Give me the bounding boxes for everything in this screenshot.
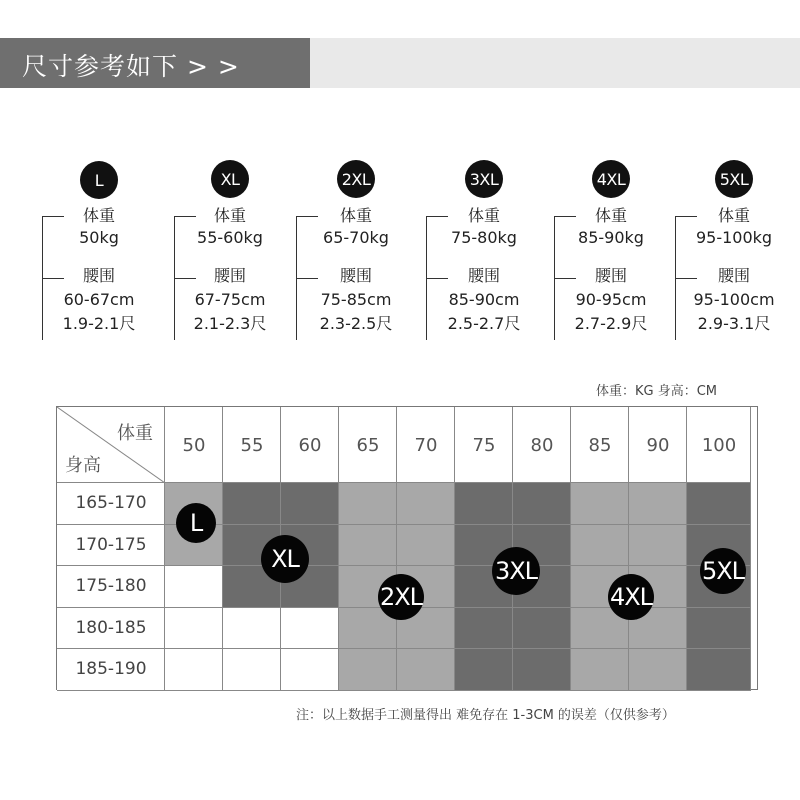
waist-cm-value: 67-75cm <box>194 290 266 309</box>
waist-chi-value: 2.7-2.9尺 <box>574 314 648 333</box>
weight-header-90: 90 <box>646 435 670 456</box>
weight-label: 体重 <box>213 206 246 225</box>
height-header-165-170: 165-170 <box>75 493 147 513</box>
corner-height-label: 身高 <box>65 455 101 476</box>
chart-badge-5xl: 5XL <box>700 548 746 594</box>
banner-title: 尺寸参考如下 > > <box>22 52 240 81</box>
weight-value: 65-70kg <box>323 228 389 247</box>
size-cell <box>165 608 223 650</box>
waist-cm-value: 60-67cm <box>63 290 135 309</box>
size-cell <box>223 483 281 525</box>
size-cell <box>571 525 629 567</box>
size-cell <box>571 649 629 691</box>
waist-cm-value: 90-95cm <box>575 290 647 309</box>
weight-label: 体重 <box>82 206 115 225</box>
weight-header-60: 60 <box>298 435 322 456</box>
size-cell <box>281 608 339 650</box>
waist-chi-value: 2.1-2.3尺 <box>193 314 267 333</box>
waist-chi-value: 1.9-2.1尺 <box>62 314 136 333</box>
weight-header-55: 55 <box>240 435 264 456</box>
size-cell <box>571 483 629 525</box>
units-label: 体重：KG 身高：CM <box>596 384 718 399</box>
weight-header-85: 85 <box>588 435 612 456</box>
size-badge-5xl: 5XL <box>715 160 753 198</box>
size-cell <box>281 649 339 691</box>
weight-header-75: 75 <box>472 435 496 456</box>
size-cell <box>687 483 751 525</box>
corner-weight-label: 体重 <box>117 423 153 444</box>
weight-value: 85-90kg <box>578 228 644 247</box>
footnote: 注：以上数据手工测量得出 难免存在 1-3CM 的误差（仅供参考） <box>296 708 675 723</box>
weight-value: 50kg <box>79 228 119 247</box>
chart-badge-2xl: 2XL <box>378 574 424 620</box>
size-chart-table <box>56 406 758 690</box>
size-cell <box>629 649 687 691</box>
banner-bar-extension <box>310 38 800 88</box>
size-badge-2xl: 2XL <box>337 160 375 198</box>
height-header-175-180: 175-180 <box>75 576 147 597</box>
size-cell <box>165 566 223 608</box>
weight-label: 体重 <box>339 206 372 225</box>
waist-chi-value: 2.5-2.7尺 <box>447 314 521 333</box>
size-cell <box>455 608 513 650</box>
waist-label: 腰围 <box>594 266 627 285</box>
height-header-170-175: 170-175 <box>75 534 147 555</box>
weight-header-50: 50 <box>182 435 206 456</box>
size-badge-xl: XL <box>211 160 249 198</box>
size-cell <box>339 525 397 567</box>
waist-label: 腰围 <box>339 266 372 285</box>
weight-label: 体重 <box>594 206 627 225</box>
size-cell <box>339 649 397 691</box>
weight-value: 75-80kg <box>451 228 517 247</box>
waist-chi-value: 2.3-2.5尺 <box>319 314 393 333</box>
size-cell <box>455 483 513 525</box>
chart-badge-xl: XL <box>261 535 309 583</box>
size-cell <box>513 483 571 525</box>
size-cell <box>339 483 397 525</box>
weight-header-65: 65 <box>356 435 380 456</box>
weight-header-70: 70 <box>414 435 438 456</box>
weight-label: 体重 <box>467 206 500 225</box>
size-cell <box>687 649 751 691</box>
waist-label: 腰围 <box>467 266 500 285</box>
chart-badge-l: L <box>176 503 216 543</box>
waist-cm-value: 75-85cm <box>320 290 392 309</box>
size-cell <box>687 608 751 650</box>
size-badge-3xl: 3XL <box>465 160 503 198</box>
size-cell <box>397 483 455 525</box>
height-header-185-190: 185-190 <box>75 659 147 680</box>
size-cell <box>455 649 513 691</box>
waist-cm-value: 95-100cm <box>693 290 775 309</box>
weight-header-100: 100 <box>701 435 737 456</box>
weight-label: 体重 <box>717 206 750 225</box>
size-cell <box>397 525 455 567</box>
size-cell <box>629 483 687 525</box>
weight-value: 55-60kg <box>197 228 263 247</box>
size-cell <box>223 649 281 691</box>
size-cell <box>513 649 571 691</box>
height-header-180-185: 180-185 <box>75 617 147 638</box>
waist-label: 腰围 <box>213 266 246 285</box>
waist-chi-value: 2.9-3.1尺 <box>697 314 771 333</box>
chart-badge-4xl: 4XL <box>608 574 654 620</box>
waist-label: 腰围 <box>717 266 750 285</box>
size-badge-l: L <box>80 161 118 199</box>
size-cell <box>513 608 571 650</box>
size-cell <box>397 649 455 691</box>
size-cell <box>281 483 339 525</box>
weight-value: 95-100kg <box>695 228 773 247</box>
chart-badge-3xl: 3XL <box>492 547 540 595</box>
waist-cm-value: 85-90cm <box>448 290 520 309</box>
size-badge-4xl: 4XL <box>592 160 630 198</box>
waist-label: 腰围 <box>82 266 115 285</box>
weight-header-80: 80 <box>530 435 554 456</box>
size-cell <box>629 525 687 567</box>
size-cell <box>223 608 281 650</box>
size-cell <box>165 649 223 691</box>
